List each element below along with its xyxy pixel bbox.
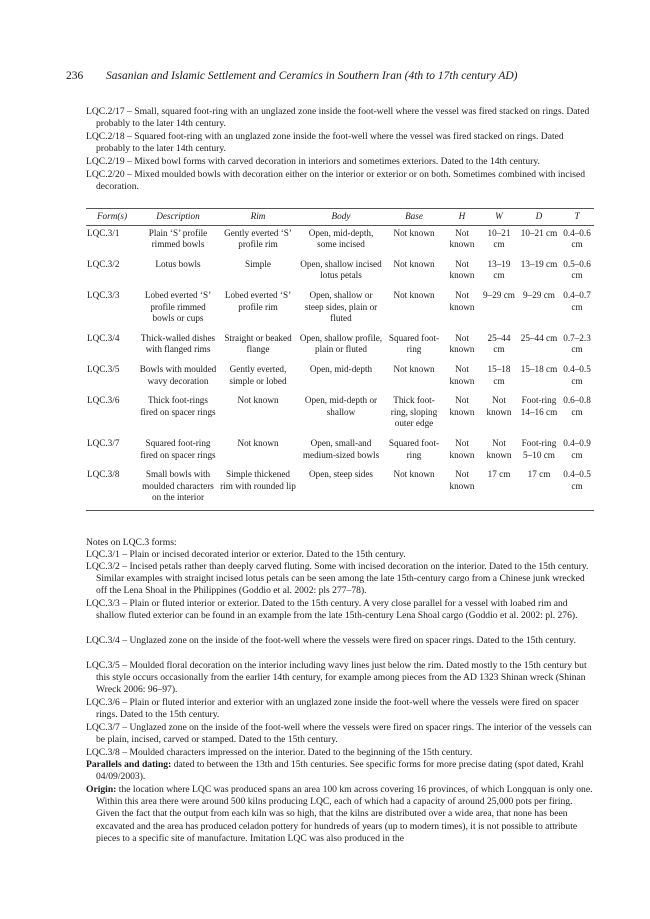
table-cell: Gently everted ‘S’ profile rim — [224, 227, 292, 250]
table-cell: Bowls with moulded wavy decoration — [139, 363, 217, 386]
table-cell: Open, mid-depth, some incised — [308, 227, 374, 250]
table-cell: Simple — [244, 258, 272, 269]
table-cell: 17 cm — [518, 467, 560, 510]
table-cell: Lobed everted ‘S’ profile rim — [224, 289, 292, 312]
origin-label: Origin: — [86, 784, 117, 795]
column-header: Form(s) — [86, 209, 138, 226]
table-cell: 15–18 cm — [487, 363, 511, 386]
table-cell: Open, mid-depth or shallow — [304, 395, 378, 417]
table-cell: 13–19 cm — [487, 258, 511, 281]
forms-table — [86, 208, 594, 511]
table-cell: 13–19 cm — [520, 258, 558, 269]
intro-note: LQC.2/19 – Mixed bowl forms with carved decoration in interiors and sometimes exteriors. Dated to the 14th century. — [86, 156, 540, 167]
table-cell: Open, steep sides — [298, 467, 384, 510]
table-cell: 9–29 cm — [483, 289, 515, 300]
table-row — [86, 225, 594, 257]
table-cell: 25–44 cm — [520, 332, 558, 343]
table-cell: Not known — [449, 258, 475, 281]
form-note: LQC.3/8 – Moulded characters impressed on the interior. Dated to the beginning of the 15th century. — [86, 747, 473, 758]
table-cell: Thick-walled dishes with flanged rims — [140, 332, 216, 355]
table-cell: Not known — [237, 437, 279, 448]
table-header-row — [86, 209, 594, 226]
table-cell: Thick foot-ring, sloping outer edge — [390, 395, 438, 429]
table-cell: Open, small-and medium-sized bowls — [302, 437, 380, 460]
column-header: Base — [384, 209, 444, 226]
table-cell: Lotus bowls — [155, 258, 201, 269]
origin-text: the location where LQC was produced spans an area 100 km across covering 16 provinces, of which Longquan is only one. Within this area there were around 500 kilns producing LQC, each of which had a capacity of around 25,000 pots per firing. Given the fact that the output from each kiln was so high, that the kilns are distributed over a wide area, that none has been excavated and the area has produced celadon pottery for hundreds of years (up to modern times), it is not possible to attribute pieces to a specific site of manufacture. Imitation LQC was also produced in the — [96, 784, 593, 844]
table-cell: 0.4–0.9 cm — [563, 437, 591, 460]
form-note: LQC.3/4 – Unglazed zone on the inside of the foot-well where the vessels were fired on spacer rings. Dated to the 15th century. — [86, 635, 576, 646]
table-cell: Not known — [486, 437, 512, 460]
table-cell: Not known — [449, 437, 475, 460]
table-cell: Not known — [449, 227, 475, 250]
form-note: LQC.3/2 – Incised petals rather than deeply carved fluting. Some with incised decoration on the interior. Dated to the 15th century. Similar examples with straight incised lotus petals can be seen among the late 15th-century cargo from a Chinese junk wrecked off the Lena Shoal in the Philippines (Goddio et al. 2002: pls 277–78). — [86, 561, 589, 597]
form-note: LQC.3/6 – Plain or fluted interior and exterior with an unglazed zone inside the foot-well where the vessels were fired on spacer rings. Dated to the 15th century. — [86, 697, 579, 721]
column-header: H — [444, 209, 480, 226]
column-header: Body — [298, 209, 384, 226]
column-header: Rim — [218, 209, 298, 226]
intro-note: LQC.2/18 – Squared foot-ring with an unglazed zone inside the foot-well where the vessel was fired stacked on rings. Dated probably to the later 14th century. — [86, 131, 564, 155]
running-head — [66, 70, 586, 82]
table-cell: Small bowls with moulded characters on the interior — [138, 467, 218, 510]
table-cell: LQC.3/8 — [86, 467, 138, 510]
parallels-label: Parallels and dating: — [86, 759, 172, 770]
table-cell: Open, mid-depth — [309, 363, 373, 374]
table-cell: 0.4–0.6 cm — [563, 227, 591, 250]
notes-heading: Notes on LQC.3 forms: — [86, 537, 177, 548]
table-cell: LQC.3/7 — [87, 437, 120, 448]
table-cell: 0.4–0.5 cm — [563, 363, 591, 386]
page-number: 236 — [66, 70, 84, 82]
form-note: LQC.3/5 – Moulded floral decoration on the interior including wavy lines just below the rim. Dated mostly to the 15th century but this style occurs occasionally from the earlier 14th century, for example among pieces from the AD 1323 Shinan wreck (Shinan Wreck 2006: 96–97). — [86, 660, 587, 696]
table-cell: Plain ‘S’ profile rimmed bowls — [148, 227, 208, 250]
table-cell: Open, shallow profile, plain or fluted — [299, 332, 383, 355]
table-cell: Lobed everted ‘S’ profile rimmed bowls or cups — [144, 289, 212, 324]
table-cell: Not known — [449, 332, 475, 355]
column-header: T — [560, 209, 594, 226]
table-cell: Straight or beaked flange — [224, 332, 292, 355]
table-row — [86, 436, 594, 467]
table-cell: 10–21 cm — [520, 227, 558, 238]
table-cell: Not known — [486, 395, 512, 417]
table-cell: Squared foot-ring fired on spacer rings — [140, 437, 216, 460]
form-note: LQC.3/3 – Plain or fluted interior or exterior. Dated to the 15th century. A very close parallel for a vessel with loabed rim and shallow fluted exterior can be found in an example from the late 15th-century Lena Shoal cargo (Goddio et al. 2002: pl. 276). — [86, 598, 578, 622]
table-cell: Gently everted, simple or lobed — [229, 363, 287, 386]
intro-note: LQC.2/17 – Small, squared foot-ring with an unglazed zone inside the foot-well where the vessel was fired stacked on rings. Dated probably to the later 14th century. — [86, 106, 590, 130]
table-row — [86, 257, 594, 288]
table-cell: Not known — [393, 289, 435, 300]
table-cell: 17 cm — [480, 467, 518, 510]
table-cell: LQC.3/6 — [87, 395, 120, 406]
table-cell: 9–29 cm — [523, 289, 555, 300]
table-cell: Not known — [444, 467, 480, 510]
column-header: D — [518, 209, 560, 226]
table-row — [86, 288, 594, 331]
table-cell: Not known — [449, 395, 475, 417]
table-cell: 0.4–0.7 cm — [563, 289, 591, 312]
column-header: W — [480, 209, 518, 226]
table-cell: 0.7–2.3 cm — [563, 332, 591, 355]
table-row — [86, 393, 594, 436]
table-cell: LQC.3/1 — [87, 227, 120, 238]
table-cell: Not known — [393, 258, 435, 269]
form-note: LQC.3/7 – Unglazed zone on the inside of the foot-well where the vessels were fired on spacer rings. The interior of the vessels can be plain, incised, carved or stamped. Dated to the 15th century. — [86, 722, 592, 746]
table-cell: Not known — [449, 289, 475, 312]
table-row — [86, 331, 594, 362]
form-note: LQC.3/1 – Plain or incised decorated interior or exterior. Dated to the 15th century. — [86, 549, 406, 560]
table-cell: Not known — [393, 363, 435, 374]
origin-paragraph — [86, 784, 594, 845]
table-cell: Not known — [393, 227, 435, 238]
book-title: Sasanian and Islamic Settlement and Ceramics in Southern Iran (4th to 17th century AD) — [106, 70, 518, 82]
table-cell: LQC.3/4 — [87, 332, 120, 343]
table-cell: 0.6–0.8 cm — [563, 395, 591, 417]
column-header: Description — [138, 209, 218, 226]
table-cell: Squared foot-ring — [388, 437, 440, 460]
table-cell: 15–18 cm — [520, 363, 558, 374]
table-cell: 10–21 cm — [487, 227, 511, 250]
table-cell: 0.4–0.5 cm — [560, 467, 594, 510]
table-cell: Not known — [449, 363, 475, 386]
table-cell: Squared foot-ring — [388, 332, 440, 355]
intro-note: LQC.2/20 – Mixed moulded bowls with decoration either on the interior or exterior or on both. Sometimes combined with incised decoration. — [86, 169, 586, 193]
table-cell: LQC.3/2 — [87, 258, 120, 269]
table-cell: Simple thickened rim with rounded lip — [218, 467, 298, 510]
table-cell: Not known — [384, 467, 444, 510]
table-cell: Foot-ring 14–16 cm — [520, 395, 558, 417]
table-cell: LQC.3/3 — [87, 289, 120, 300]
table-cell: Open, shallow incised lotus petals — [300, 258, 382, 281]
table-cell: Thick foot-rings fired on spacer rings — [140, 395, 216, 417]
table-cell: Not known — [237, 395, 279, 406]
parallels-paragraph — [86, 759, 594, 783]
table-row — [86, 362, 594, 393]
table-cell: Open, shallow or steep sides, plain or fluted — [304, 289, 378, 324]
parallels-text: dated to between the 13th and 15th centuries. See specific forms for more precise dating (spot dated, Krahl 04/09/2003). — [96, 759, 584, 783]
table-cell: 25–44 cm — [487, 332, 511, 355]
table-row — [86, 467, 594, 510]
table-cell: LQC.3/5 — [87, 363, 120, 374]
table-cell: Foot-ring 5–10 cm — [521, 437, 557, 460]
table-cell: 0.5–0.6 cm — [563, 258, 591, 281]
